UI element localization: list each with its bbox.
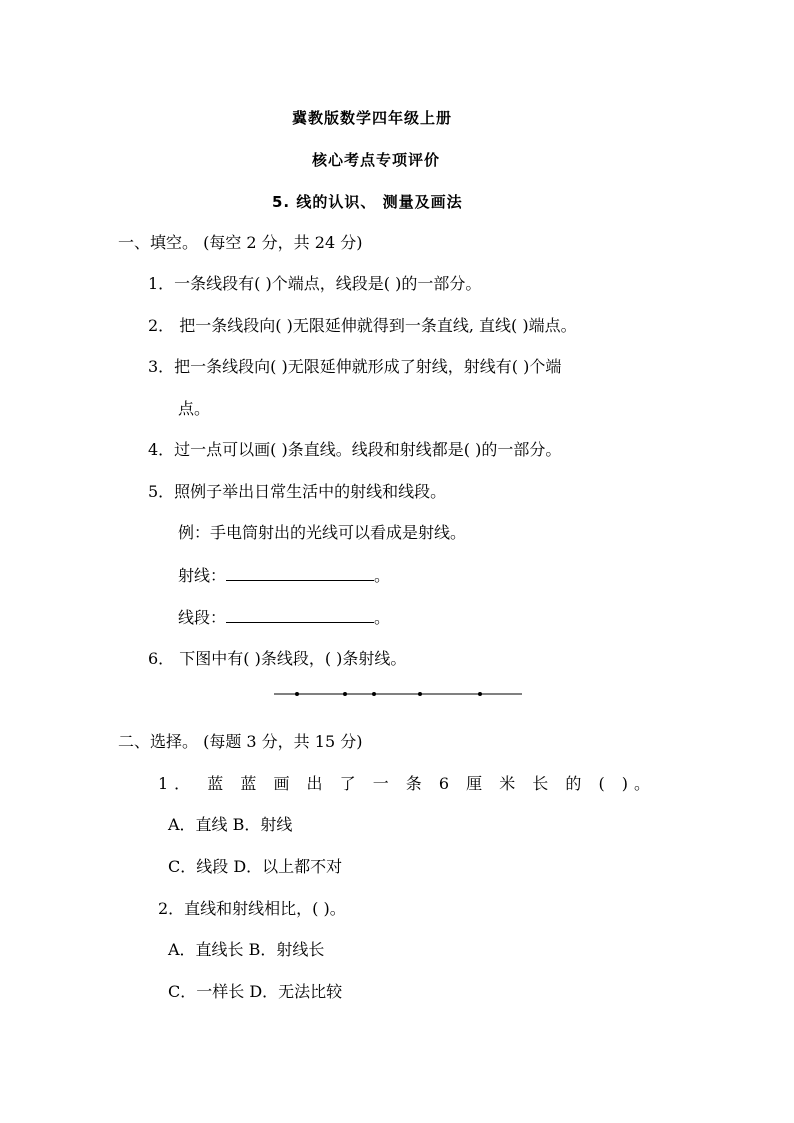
section-2-heading: 二、选择。 (每题 3 分，共 15 分) — [118, 732, 363, 751]
question-2-2-options-cd: C．一样长 D．无法比较 — [168, 982, 343, 1001]
ray-answer-row — [178, 565, 390, 586]
document-title: 冀教版数学四年级上册 — [292, 109, 453, 127]
figure-point — [295, 692, 299, 696]
question-1-5-example: 例：手电筒射出的光线可以看成是射线。 — [178, 523, 467, 542]
segment-answer-blank[interactable] — [226, 607, 374, 623]
question-1-3-line1: 3．把一条线段向( )无限延伸就形成了射线，射线有( )个端 — [148, 357, 562, 376]
section-1-heading: 一、填空。 (每空 2 分，共 24 分) — [118, 233, 363, 252]
unit-title: 5. 线的认识、 测量及画法 — [272, 193, 463, 211]
question-1-4: 4．过一点可以画( )条直线。线段和射线都是( )的一部分。 — [148, 440, 562, 459]
question-2-1-options-ab: A．直线 B．射线 — [168, 815, 293, 834]
question-2-1: 1． 蓝 蓝 画 出 了 一 条 6 厘 米 长 的 ( )。 — [158, 774, 657, 793]
document-subtitle: 核心考点专项评价 — [312, 151, 441, 169]
figure-point — [372, 692, 376, 696]
question-1-6: 6． 下图中有( )条线段，( )条射线。 — [148, 649, 407, 668]
question-1-2: 2． 把一条线段向( )无限延伸就得到一条直线, 直线( )端点。 — [148, 316, 577, 335]
ray-period: 。 — [374, 566, 391, 585]
question-1-3-line2: 点。 — [178, 399, 211, 418]
question-2-2-options-ab: A．直线长 B．射线长 — [168, 940, 325, 959]
segment-answer-row — [178, 607, 390, 628]
ray-label: 射线： — [178, 566, 227, 585]
segment-label: 线段： — [178, 608, 227, 627]
line-with-points-figure — [272, 687, 524, 701]
figure-point — [418, 692, 422, 696]
question-1-5: 5．照例子举出日常生活中的射线和线段。 — [148, 482, 447, 501]
question-1-1: 1．一条线段有( )个端点，线段是( )的一部分。 — [148, 274, 482, 293]
segment-period: 。 — [374, 608, 391, 627]
question-2-1-options-cd: C．线段 D．以上都不对 — [168, 857, 343, 876]
figure-point — [343, 692, 347, 696]
ray-answer-blank[interactable] — [226, 565, 374, 581]
question-2-2: 2．直线和射线相比，( )。 — [158, 899, 346, 918]
figure-point — [478, 692, 482, 696]
